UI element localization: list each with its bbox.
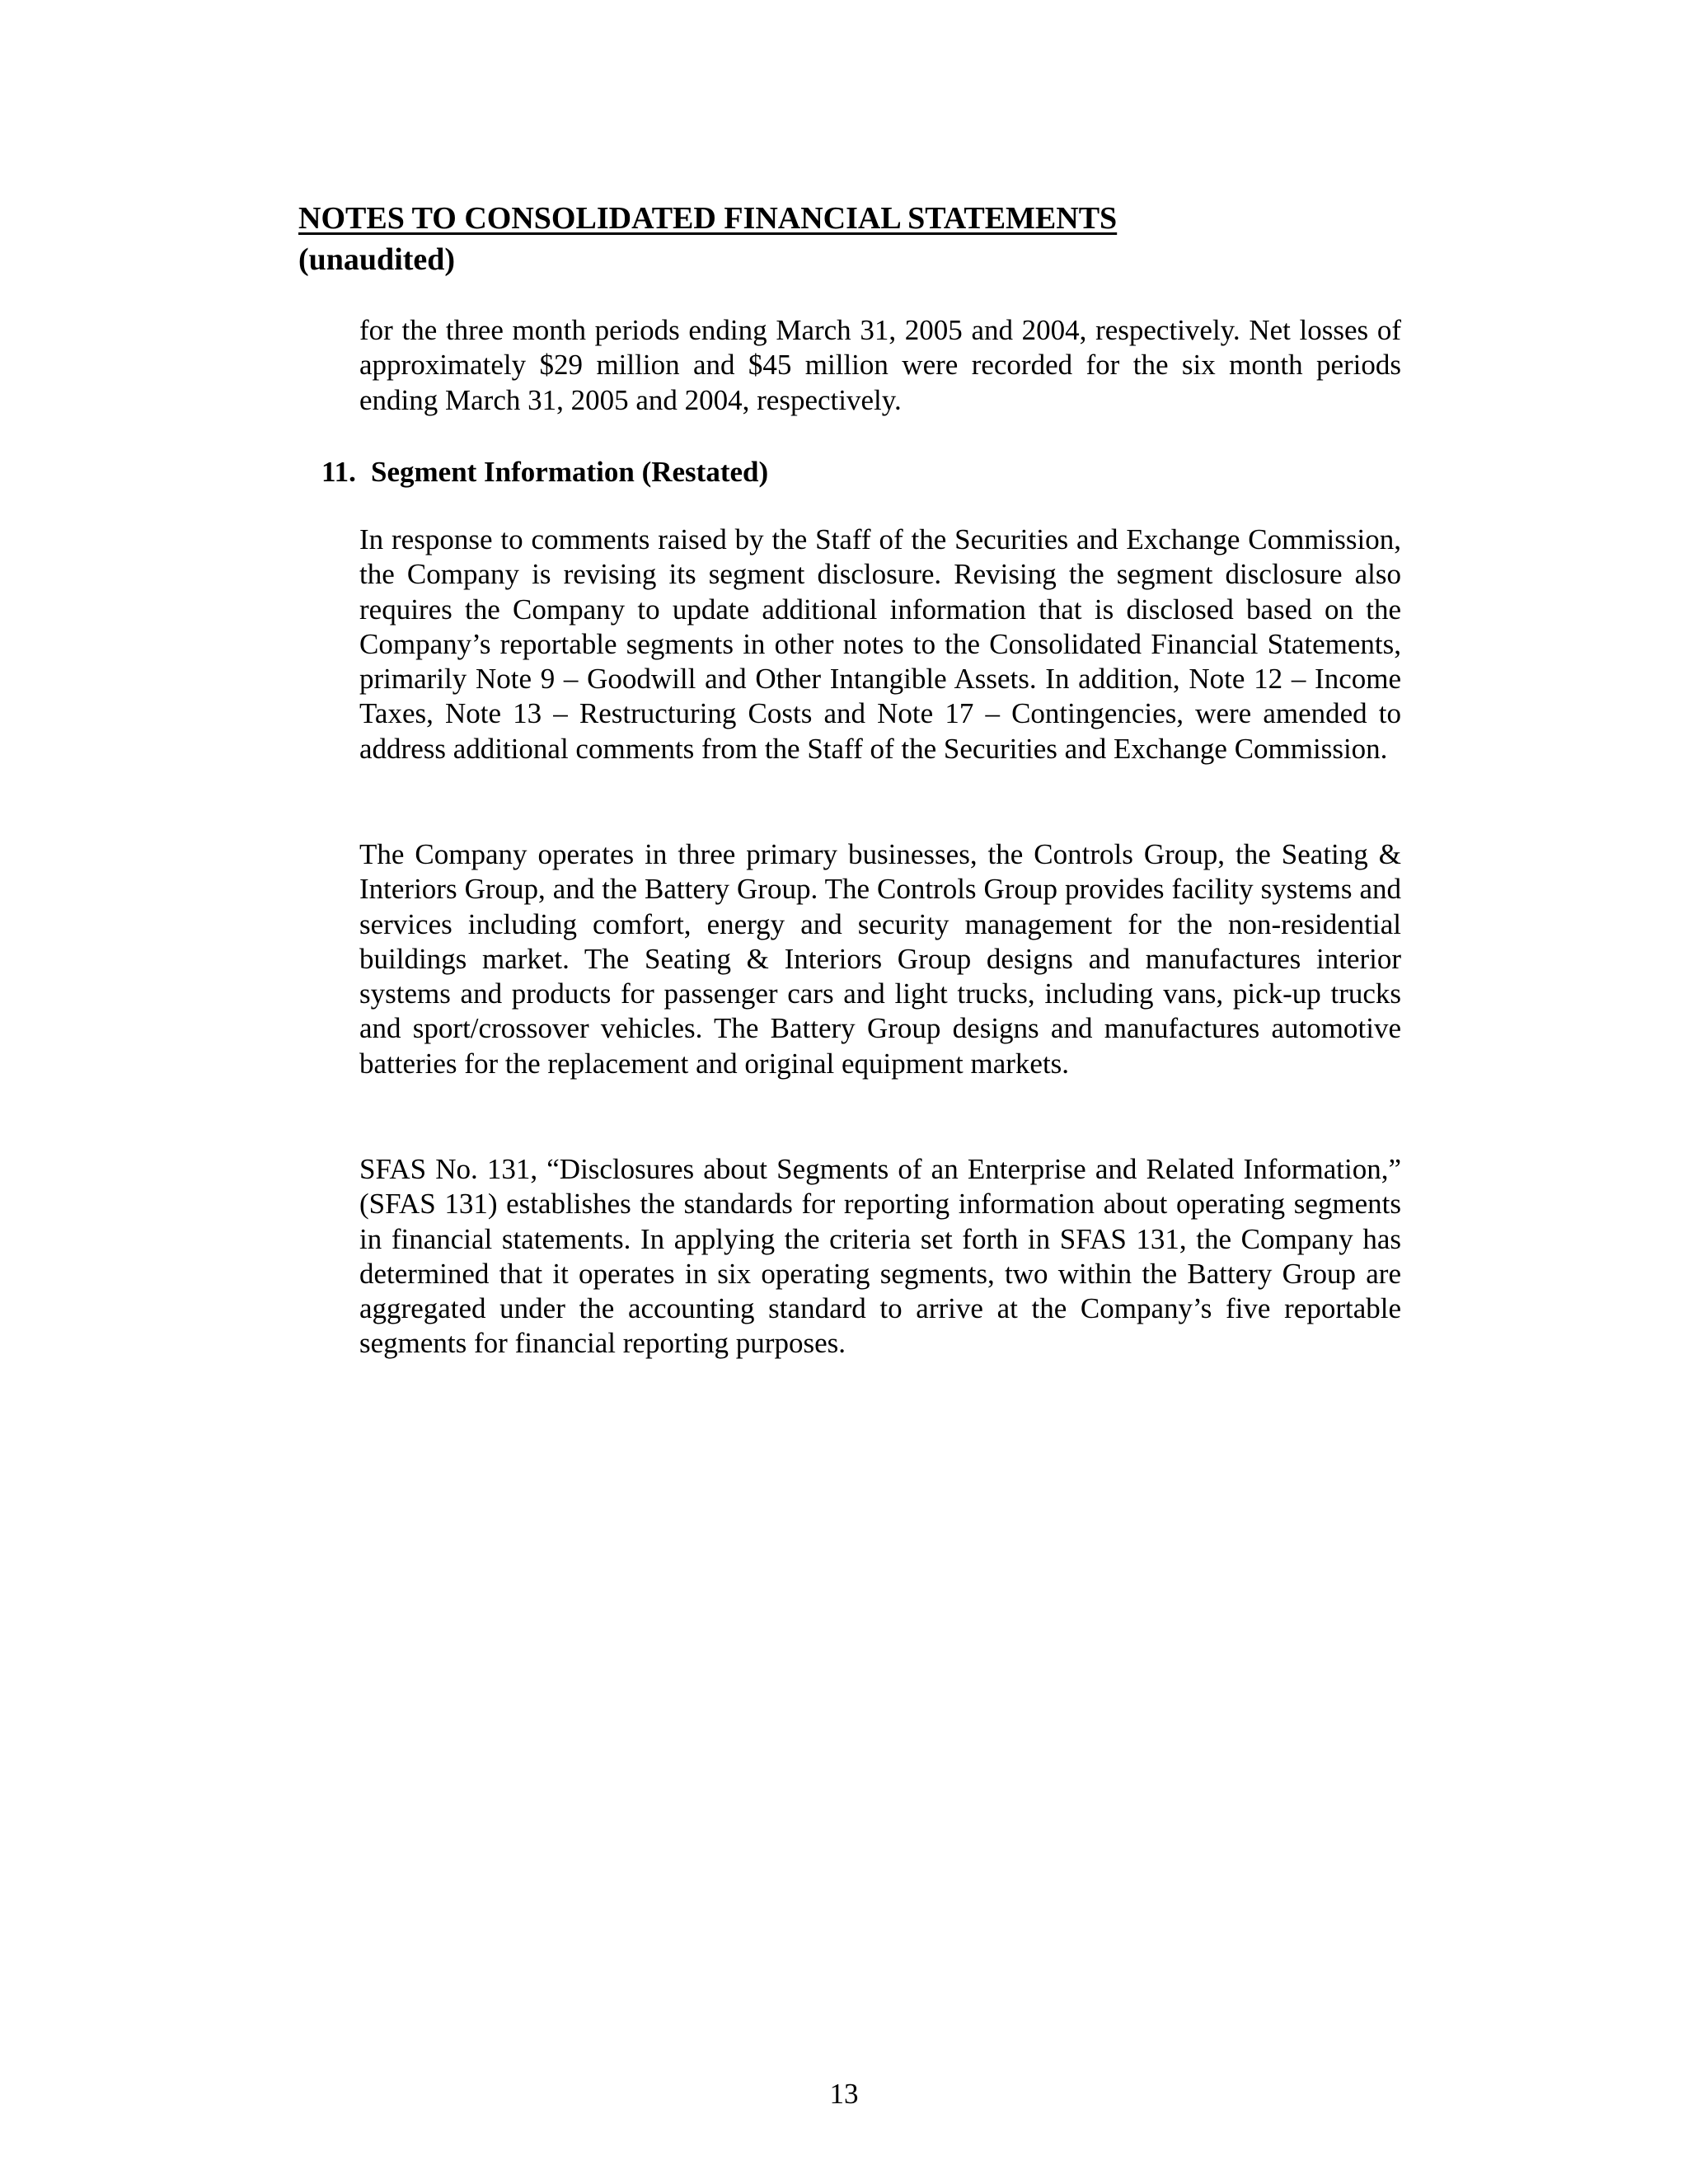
operations-paragraph: The Company operates in three primary businesses, the Controls Group, the Seating & Interiors Group, and the Battery Group. The Controls Group provides facility systems and services including comfort, energy and security management for the non-residential buildings market. The Seating & Interiors Group designs and manufactures interior systems and products for passenger cars and light trucks, including vans, pick-up trucks and sport/crossover vehicles. The Battery Group designs and manufactures automotive batteries for the replacement and original equipment markets.	[359, 838, 1401, 1080]
page-header	[298, 198, 1452, 280]
page-subtitle: (unaudited)	[298, 242, 456, 277]
page-number: 13	[829, 2078, 859, 2110]
section-number: 11.	[321, 456, 356, 488]
sec-response-paragraph: In response to comments raised by the Staff of the Securities and Exchange Commission, the Company is revising its segment disclosure. Revising the segment disclosure also requires the Company to update additional information that is disclosed based on the Company’s reportable segments in other notes to the Consolidated Financial Statements, primarily Note 9 – Goodwill and Other Intangible Assets. In addition, Note 12 – Income Taxes, Note 13 – Restructuring Costs and Note 17 – Contingencies, were amended to address additional comments from the Staff of the Securities and Exchange Commission.	[359, 523, 1401, 765]
sfas-paragraph: SFAS No. 131, “Disclosures about Segments of an Enterprise and Related Information,” (SFAS 131) establishes the standards for reporting information about operating segments in financial statements. In applying the criteria set forth in SFAS 131, the Company has determined that it operates in six operating segments, two within the Battery Group are aggregated under the accounting standard to arrive at the Company’s five reportable segments for financial reporting purposes.	[359, 1153, 1401, 1360]
continuation-paragraph: for the three month periods ending March 31, 2005 and 2004, respectively. Net losses of approximately $29 million and $45 million were recorded for the six month periods ending March 31, 2005 and 2004, respectively.	[359, 314, 1401, 416]
section-title: Segment Information (Restated)	[371, 456, 769, 488]
page-title: NOTES TO CONSOLIDATED FINANCIAL STATEMENTS	[298, 201, 1118, 236]
section-heading	[321, 452, 768, 493]
